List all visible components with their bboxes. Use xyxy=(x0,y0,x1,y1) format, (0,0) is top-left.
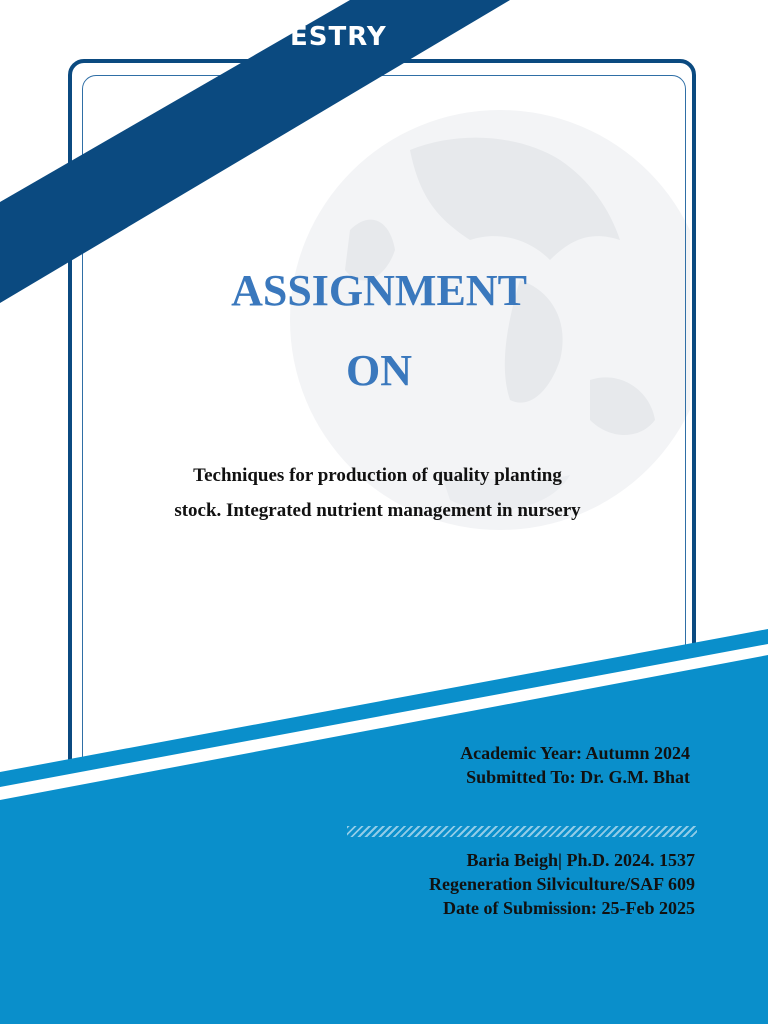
on-title: ON xyxy=(346,346,412,395)
academic-year: Academic Year: Autumn 2024 xyxy=(460,743,690,763)
course-name: Regeneration Silviculture/SAF 609 xyxy=(429,874,695,894)
assignment-title: ASSIGNMENT xyxy=(231,266,527,315)
submitted-to: Submitted To: Dr. G.M. Bhat xyxy=(466,767,690,787)
student-info xyxy=(429,848,695,920)
ribbon-text: ESTRY xyxy=(290,22,387,52)
assignment-topic xyxy=(130,458,625,528)
academic-info xyxy=(460,741,690,789)
hatched-divider xyxy=(347,826,697,837)
navy-diagonal-ribbon xyxy=(0,0,510,303)
topic-line-2: stock. Integrated nutrient management in nursery xyxy=(174,500,581,521)
topic-line-1: Techniques for production of quality planting xyxy=(193,465,562,486)
submission-date: Date of Submission: 25-Feb 2025 xyxy=(442,898,695,918)
student-name-id: Baria Beigh| Ph.D. 2024. 1537 xyxy=(466,850,695,870)
